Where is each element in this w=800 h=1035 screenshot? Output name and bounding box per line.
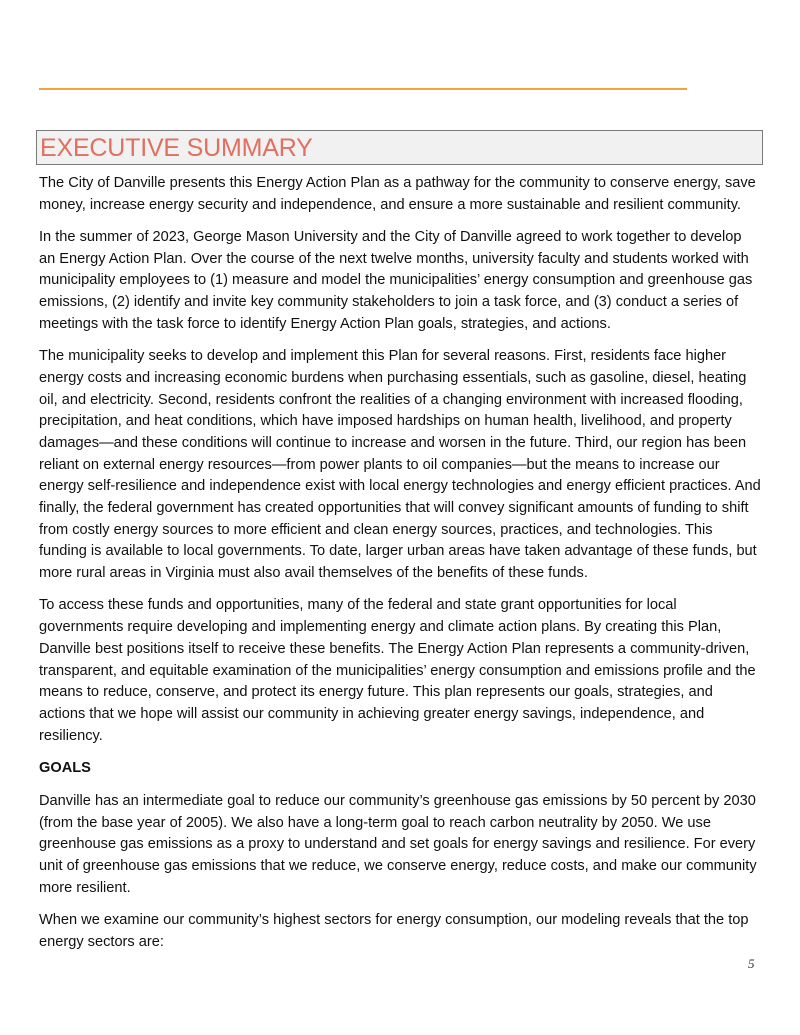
body-paragraph: To access these funds and opportunities, many of the federal and state grant opportunities for local governments require developing and implementing energy and climate action plans. By creating this Plan, Danville best positions itself to receive these benefits. The Energy Action Plan represents a community-driven, transparent, and equitable examination of the municipalities’ energy consumption and emissions profile and the means to reduce, conserve, and protect its energy future. This plan represents our goals, strategies, and actions that we hope will assist our community in achieving greater energy savings, independence, and resiliency. — [39, 597, 756, 744]
section-heading: EXECUTIVE SUMMARY — [40, 134, 313, 162]
document-body — [39, 173, 761, 964]
body-paragraph: The municipality seeks to develop and implement this Plan for several reasons. First, residents face higher energy costs and increasing economic burdens when purchasing essentials, such as gasoline, diesel, heating oil, and electricity. Second, residents confront the realities of a changing environment with increased flooding, precipitation, and heat conditions, which have imposed hardships on human health, livelihood, and property damages—and these conditions will continue to increase and worsen in the future. Third, our region has been reliant on external energy resources—from power plants to oil companies—but the means to increase our energy self-resilience and independence exist with local energy technologies and energy efficient practices. And finally, the federal government has created opportunities that will convey significant amounts of funding to shift from costly energy sources to more efficient and clean energy sources, practices, and technologies. This funding is available to local governments. To date, larger urban areas have taken advantage of these funds, but more rural areas in Virginia must also avail themselves of the benefits of these funds. — [39, 348, 761, 582]
section-heading-box — [36, 130, 763, 165]
goals-paragraph: Danville has an intermediate goal to reduce our community’s greenhouse gas emissions by 50 percent by 2030 (from the base year of 2005). We also have a long-term goal to reach carbon neutrality by 2050. We use greenhouse gas emissions as a proxy to understand and set goals for energy savings and resilience. For every unit of greenhouse gas emissions that we reduce, we conserve energy, reduce costs, and make our community more resilient. — [39, 792, 757, 896]
goals-heading: GOALS — [39, 759, 91, 776]
page-number: 5 — [748, 956, 755, 971]
body-paragraph: The City of Danville presents this Energy Action Plan as a pathway for the community to conserve energy, save money, increase energy security and independence, and ensure a more sustainable and resilient community. — [39, 175, 756, 213]
header-rule — [39, 88, 687, 90]
goals-paragraph: When we examine our community’s highest sectors for energy consumption, our modeling reveals that the top energy sectors are: — [39, 911, 749, 950]
body-paragraph: In the summer of 2023, George Mason University and the City of Danville agreed to work together to develop an Energy Action Plan. Over the course of the next twelve months, university faculty and students worked with municipality employees to (1) measure and model the municipalities’ energy consumption and greenhouse gas emissions, (2) identify and invite key community stakeholders to join a task force, and (3) conduct a series of meetings with the task force to identify Energy Action Plan goals, strategies, and actions. — [39, 229, 753, 332]
